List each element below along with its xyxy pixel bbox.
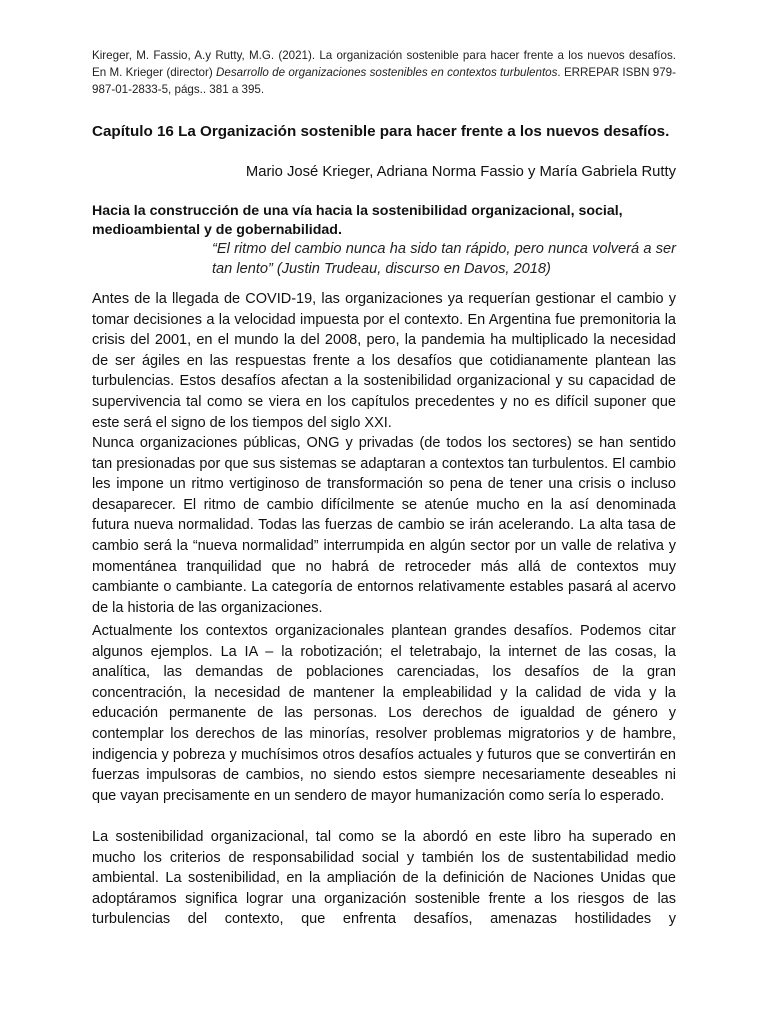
citation (92, 47, 676, 98)
body-paragraph-1: Antes de la llegada de COVID-19, las organizaciones ya requerían gestionar el cambio y tomar decisiones a la velocidad impuesta por el contexto. En Argentina fue premonitoria la crisis del 2001, en el mundo la del 2008, pero, la pandemia ha multiplicado la necesidad de ser ágiles en las respuestas frente a los desafíos que cotidianamente plantean las turbulencias. Estos desafíos afectan a la sostenibilidad organizacional y su capacidad de supervivencia tal como se viera en los capítulos precedentes y no es difícil suponer que este será el signo de los tiempos del siglo XXI. (92, 291, 676, 431)
citation-suffix: . ERREPAR ISBN 979-987-01-2833-5, págs.. 381 a 395. (92, 66, 676, 96)
body-paragraph-2: Nunca organizaciones públicas, ONG y privadas (de todos los sectores) se han sentido tan presionadas por que sus sistemas se adaptaran a contextos tan turbulentos. El cambio les impone un ritmo vertiginoso de transformación so pena de tener una crisis o incluso desaparecer. El ritmo de cambio difícilmente se atenúe mucho en la así denominada futura nueva normalidad. Todas las fuerzas de cambio se irán acelerando. La alta tasa de cambio será la “nueva normalidad” interrumpida en algún sector por un valle de relativa y momentánea tranquilidad que no habrá de retroceder más allá de contextos muy cambiante o cambiante. La categoría de entornos relativamente estables pasará al acervo de la historia de las organizaciones. (92, 435, 676, 616)
citation-book-title: Desarrollo de organizaciones sostenibles en contextos turbulentos (216, 66, 558, 79)
chapter-title: Capítulo 16 La Organización sostenible para hacer frente a los nuevos desafíos. (92, 123, 670, 140)
epigraph-quote: “El ritmo del cambio nunca ha sido tan rápido, pero nunca volverá a ser tan lento” (Justin Trudeau, discurso en Davos, 2018) (212, 241, 676, 277)
citation-prefix: Kireger, M. Fassio, A.y Rutty, M.G. (2021). La organización sostenible para hacer frente a los nuevos desafíos. En M. Krieger (director) (92, 49, 676, 79)
authors: Mario José Krieger, Adriana Norma Fassio y María Gabriela Rutty (245, 164, 676, 180)
body-paragraph-4: La sostenibilidad organizacional, tal como se la abordó en este libro ha superado en mucho los criterios de responsabilidad social y también los de sustentabilidad medio ambiental. La sostenibilidad, en la ampliación de la definición de Naciones Unidas que adoptáramos significa lograr una organización sostenible frente a los riesgos de las turbulencias del contexto, que enfrenta desafíos, amenazas hostilidades y (92, 829, 676, 928)
body-paragraph-3: Actualmente los contextos organizacionales plantean grandes desafíos. Podemos citar algunos ejemplos. La IA – la robotización; el teletrabajo, la internet de las cosas, la analítica, las demandas de poblaciones carenciadas, los desafíos de la gran concentración, la necesidad de mantener la empleabilidad y la calidad de vida y la educación permanente de las personas. Los derechos de igualdad de género y contemplar los derechos de las minorías, resolver problemas migratorios y de hambre, indigencia y pobreza y muchísimos otros desafíos actuales y futuros que se convertirán en fuerzas impulsoras de cambios, no siendo estos siempre necesariamente deseables ni que vayan precisamente en un sendero de mayor humanización como sería lo esperado. (92, 623, 676, 804)
section-subtitle: Hacia la construcción de una vía hacia la sostenibilidad organizacional, social, medioambiental y de gobernabilidad. (92, 203, 623, 238)
